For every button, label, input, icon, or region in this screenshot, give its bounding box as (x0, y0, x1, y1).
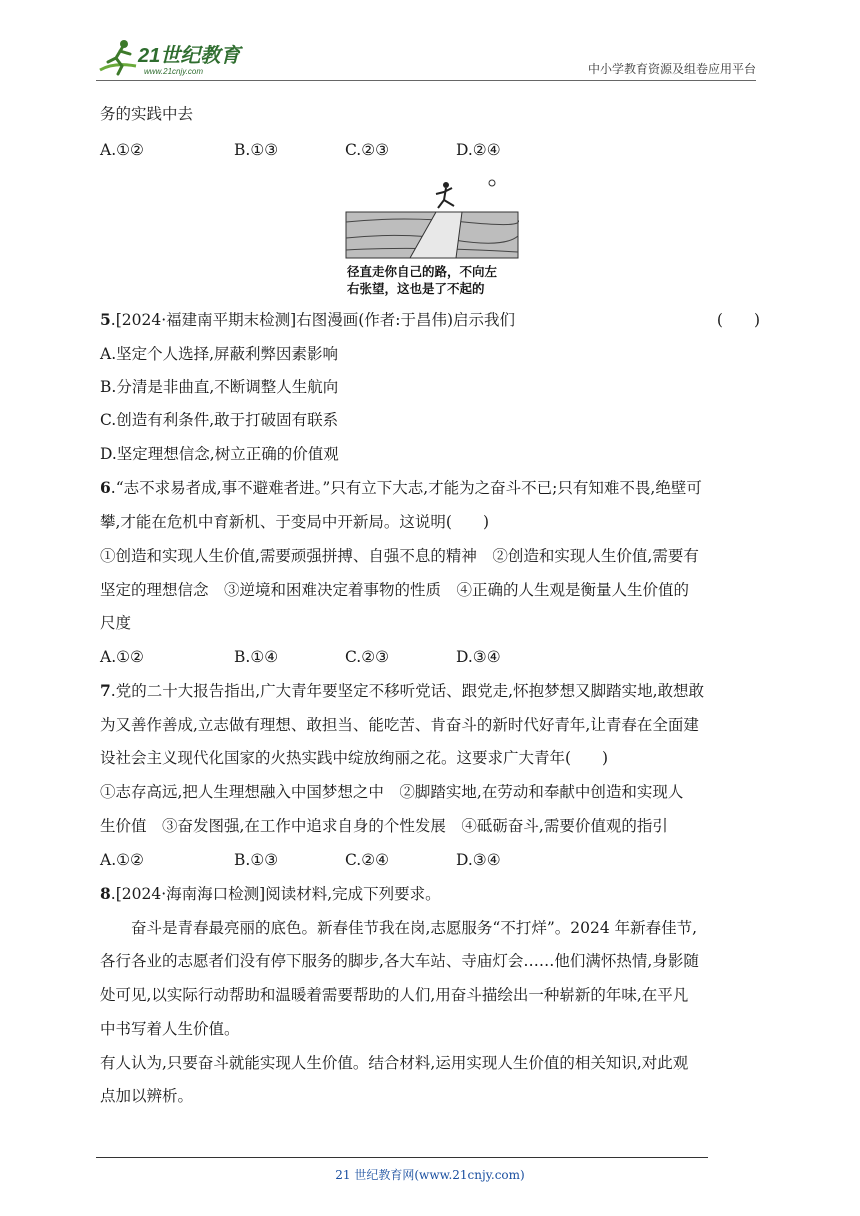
cartoon-illustration (344, 172, 520, 298)
q5-stem-text: .[2024·福建南平期末检测]右图漫画(作者:于昌伟)启示我们 (110, 311, 516, 329)
q8-material-line-2: 各行各业的志愿者们没有停下服务的脚步,各大车站、寺庙灯会……他们满怀热情,身影随 (100, 952, 699, 970)
q7-items-line-1: ①志存高远,把人生理想融入中国梦想之中 ②脚踏实地,在劳动和奉献中创造和实现人 (100, 783, 684, 801)
q6-items-line-2: 坚定的理想信念 ③逆境和困难决定着事物的性质 ④正确的人生观是衡量人生价值的 (100, 581, 690, 599)
q8-requirement-line-1: 有人认为,只要奋斗就能实现人生价值。结合材料,运用实现人生价值的相关知识,对此观 (100, 1054, 689, 1072)
option-c: C.②④ (345, 851, 390, 869)
footer-divider (96, 1157, 708, 1158)
q5-number: 5 (100, 310, 111, 329)
option-b: B.①④ (234, 648, 279, 666)
q7-stem-line-1 (100, 681, 704, 701)
option-b: B.①③ (234, 141, 279, 159)
q5-option-b: B.分清是非曲直,不断调整人生航向 (100, 378, 339, 396)
cartoon-figure (344, 172, 520, 298)
cartoon-caption-1: 径直走你自己的路，不向左 (347, 264, 498, 279)
option-d: D.③④ (456, 648, 501, 666)
option-c: C.②③ (345, 141, 390, 159)
q5-stem (100, 310, 515, 330)
option-b: B.①③ (234, 851, 279, 869)
option-a: A.①② (100, 851, 144, 869)
q7-stem-line-3: 设社会主义现代化国家的火热实践中绽放绚丽之花。这要求广大青年( ) (100, 749, 609, 767)
q8-material-line-4: 中书写着人生价值。 (100, 1020, 240, 1038)
q6-items-line-3: 尺度 (100, 614, 132, 632)
q7-number: 7 (100, 681, 111, 700)
option-c: C.②③ (345, 648, 390, 666)
runner-logo-icon (96, 36, 256, 80)
q8-material-line-1: 奋斗是青春最亮丽的底色。新春佳节我在岗,志愿服务“不打烊”。2024 年新春佳节, (131, 919, 698, 937)
q7-items-line-2: 生价值 ③奋发图强,在工作中追求自身的个性发展 ④砥砺奋斗,需要价值观的指引 (100, 817, 668, 835)
q6-stem-line-2: 攀,才能在危机中育新机、于变局中开新局。这说明( ) (100, 513, 490, 531)
q4-continuation: 务的实践中去 (100, 105, 194, 123)
q6-stem-line-1 (100, 478, 702, 498)
q7-stem-line-2: 为又善作善成,立志做有理想、敢担当、能吃苦、肯奋斗的新时代好青年,让青春在全面建 (100, 716, 699, 734)
q8-stem-text: .[2024·海南海口检测]阅读材料,完成下列要求。 (110, 885, 441, 903)
option-d: D.②④ (456, 141, 501, 159)
q8-stem (100, 884, 441, 904)
q6-number: 6 (100, 478, 111, 497)
option-a: A.①② (100, 141, 144, 159)
q5-option-d: D.坚定理想信念,树立正确的价值观 (100, 445, 339, 463)
footer-site-text: 21 世纪教育网(www.21cnjy.com) (335, 1168, 525, 1182)
header-divider (96, 80, 756, 81)
q5-answer-paren: ( ) (716, 311, 760, 329)
logo-url: www.21cnjy.com (144, 67, 203, 76)
q6-stem-text-1: .“志不求易者成,事不避难者进。”只有立下大志,才能为之奋斗不已;只有知难不畏,绝壁可 (110, 479, 702, 497)
option-d: D.③④ (456, 851, 501, 869)
q5-option-c: C.创造有利条件,敢于打破固有联系 (100, 411, 339, 429)
logo-title: 21世纪教育 (138, 45, 241, 67)
cartoon-caption-2: 右张望，这也是了不起的 (347, 281, 485, 296)
header-platform-text: 中小学教育资源及组卷应用平台 (587, 62, 756, 76)
site-logo (96, 36, 256, 80)
q8-number: 8 (100, 884, 111, 903)
q8-material-line-3: 处可见,以实际行动帮助和温暖着需要帮助的人们,用奋斗描绘出一种崭新的年味,在平凡 (100, 986, 689, 1004)
q6-items-line-1: ①创造和实现人生价值,需要顽强拼搏、自强不息的精神 ②创造和实现人生价值,需要有 (100, 547, 699, 565)
q5-option-a: A.坚定个人选择,屏蔽利弊因素影响 (100, 345, 339, 363)
option-a: A.①② (100, 648, 144, 666)
q8-requirement-line-2: 点加以辨析。 (100, 1087, 194, 1105)
q7-stem-text-1: .党的二十大报告指出,广大青年要坚定不移听党话、跟党走,怀抱梦想又脚踏实地,敢想敢 (110, 682, 705, 700)
